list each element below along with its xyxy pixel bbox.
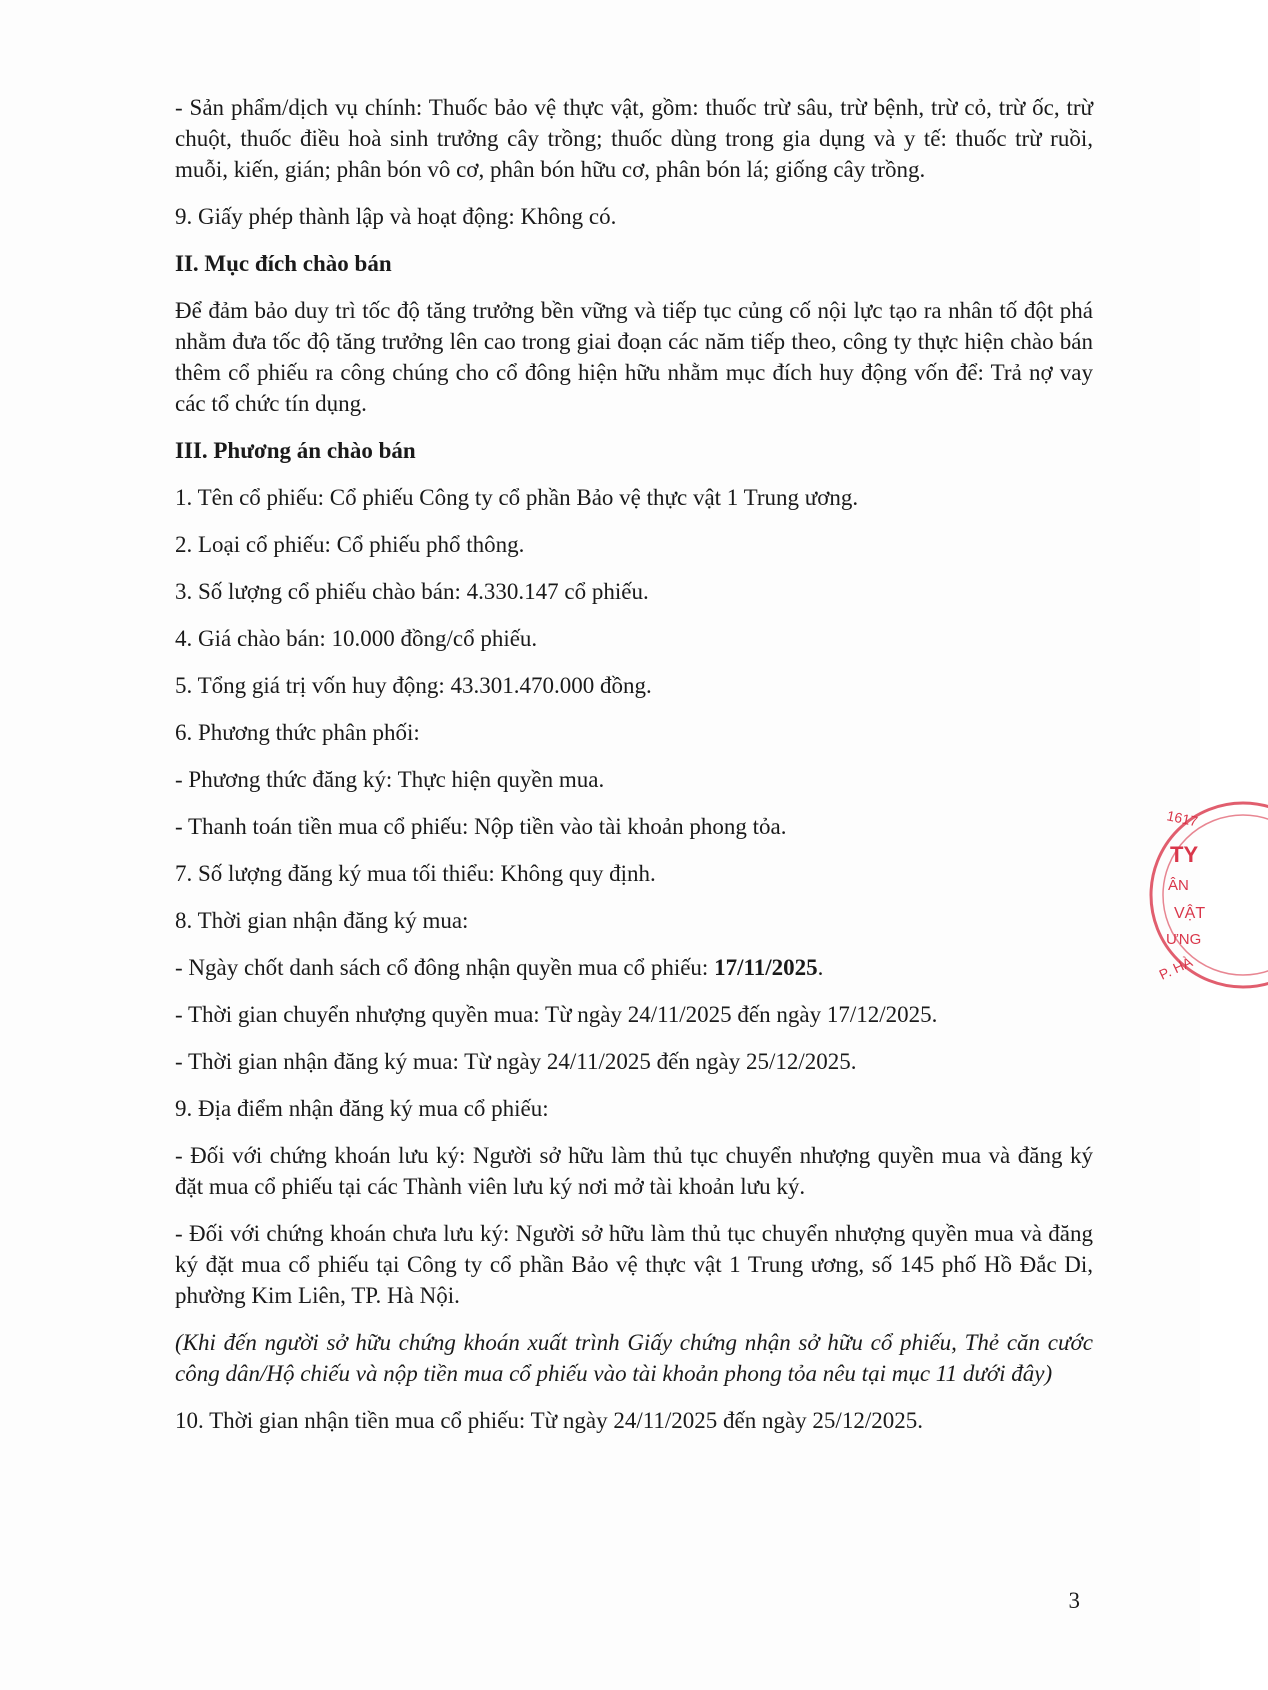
item-3: 3. Số lượng cổ phiếu chào bán: 4.330.147 cổ phiếu.	[175, 579, 649, 604]
item-8a-prefix: - Ngày chốt danh sách cổ đông nhận quyền mua cổ phiếu:	[175, 955, 715, 980]
stamp-fragment: P. HÀ	[1156, 953, 1195, 983]
item-9-note: (Khi đến người sở hữu chứng khoán xuất trình Giấy chứng nhận sở hữu cổ phiếu, Thẻ căn cước công dân/Hộ chiếu và nộp tiền mua cổ phiếu vào tài khoản phong tỏa nêu tại mục 11 dưới đây)	[175, 1330, 1093, 1386]
license-paragraph: 9. Giấy phép thành lập và hoạt động: Không có.	[175, 204, 617, 229]
item-2: 2. Loại cổ phiếu: Cổ phiếu phổ thông.	[175, 532, 525, 557]
item-6: 6. Phương thức phân phối:	[175, 720, 420, 745]
products-paragraph: - Sản phẩm/dịch vụ chính: Thuốc bảo vệ thực vật, gồm: thuốc trừ sâu, trừ bệnh, trừ cỏ, trừ ốc, trừ chuột, thuốc điều hoà sinh trưởng cây trồng; thuốc dùng trong gia dụng và y tế: thuốc trừ ruồi, muỗi, kiến, gián; phân bón vô cơ, phân bón hữu cơ, phân bón lá; giống cây trồng.	[175, 95, 1093, 182]
item-6a: - Phương thức đăng ký: Thực hiện quyền mua.	[175, 767, 605, 792]
section-2-heading: II. Mục đích chào bán	[175, 251, 392, 276]
item-9b: - Đối với chứng khoán chưa lưu ký: Người sở hữu làm thủ tục chuyển nhượng quyền mua và đăng ký đặt mua cổ phiếu tại Công ty cổ phần Bảo vệ thực vật 1 Trung ương, số 145 phố Hồ Đắc Di, phường Kim Liên, TP. Hà Nội.	[175, 1221, 1093, 1308]
item-8b: - Thời gian chuyển nhượng quyền mua: Từ ngày 24/11/2025 đến ngày 17/12/2025.	[175, 1002, 938, 1027]
item-7: 7. Số lượng đăng ký mua tối thiểu: Không quy định.	[175, 861, 656, 886]
page-number: 3	[1068, 1588, 1080, 1613]
record-date: 17/11/2025	[714, 955, 818, 980]
item-6b: - Thanh toán tiền mua cổ phiếu: Nộp tiền vào tài khoản phong tỏa.	[175, 814, 787, 839]
section-3-heading: III. Phương án chào bán	[175, 438, 416, 463]
item-8c: - Thời gian nhận đăng ký mua: Từ ngày 24/11/2025 đến ngày 25/12/2025.	[175, 1049, 857, 1074]
item-9a: - Đối với chứng khoán lưu ký: Người sở hữu làm thủ tục chuyển nhượng quyền mua và đăng ký đặt mua cổ phiếu tại các Thành viên lưu ký nơi mở tài khoản lưu ký.	[175, 1143, 1093, 1199]
item-8a-suffix: .	[817, 955, 824, 980]
stamp-fragment: 1617	[1165, 807, 1200, 830]
item-1: 1. Tên cổ phiếu: Cổ phiếu Công ty cổ phần Bảo vệ thực vật 1 Trung ương.	[175, 485, 859, 510]
stamp-fragment: TY	[1170, 842, 1199, 867]
purpose-paragraph: Để đảm bảo duy trì tốc độ tăng trưởng bền vững và tiếp tục củng cố nội lực tạo ra nhân tố đột phá nhằm đưa tốc độ tăng trưởng lên cao trong giai đoạn các năm tiếp theo, công ty thực hiện chào bán thêm cổ phiếu ra công chúng cho cổ đông hiện hữu nhằm mục đích huy động vốn để: Trả nợ vay các tổ chức tín dụng.	[175, 298, 1093, 416]
company-seal-stamp	[1148, 790, 1268, 1000]
item-8: 8. Thời gian nhận đăng ký mua:	[175, 908, 469, 933]
stamp-fragment: ƯNG	[1166, 931, 1202, 948]
item-5: 5. Tổng giá trị vốn huy động: 43.301.470.000 đồng.	[175, 673, 652, 698]
document-body	[175, 92, 1093, 1452]
item-10: 10. Thời gian nhận tiền mua cổ phiếu: Từ ngày 24/11/2025 đến ngày 25/12/2025.	[175, 1408, 923, 1433]
stamp-fragment: ÂN	[1168, 877, 1189, 894]
stamp-fragment: VẬT	[1174, 905, 1206, 922]
item-9: 9. Địa điểm nhận đăng ký mua cổ phiếu:	[175, 1096, 549, 1121]
item-4: 4. Giá chào bán: 10.000 đồng/cổ phiếu.	[175, 626, 538, 651]
item-8a	[175, 952, 1093, 983]
